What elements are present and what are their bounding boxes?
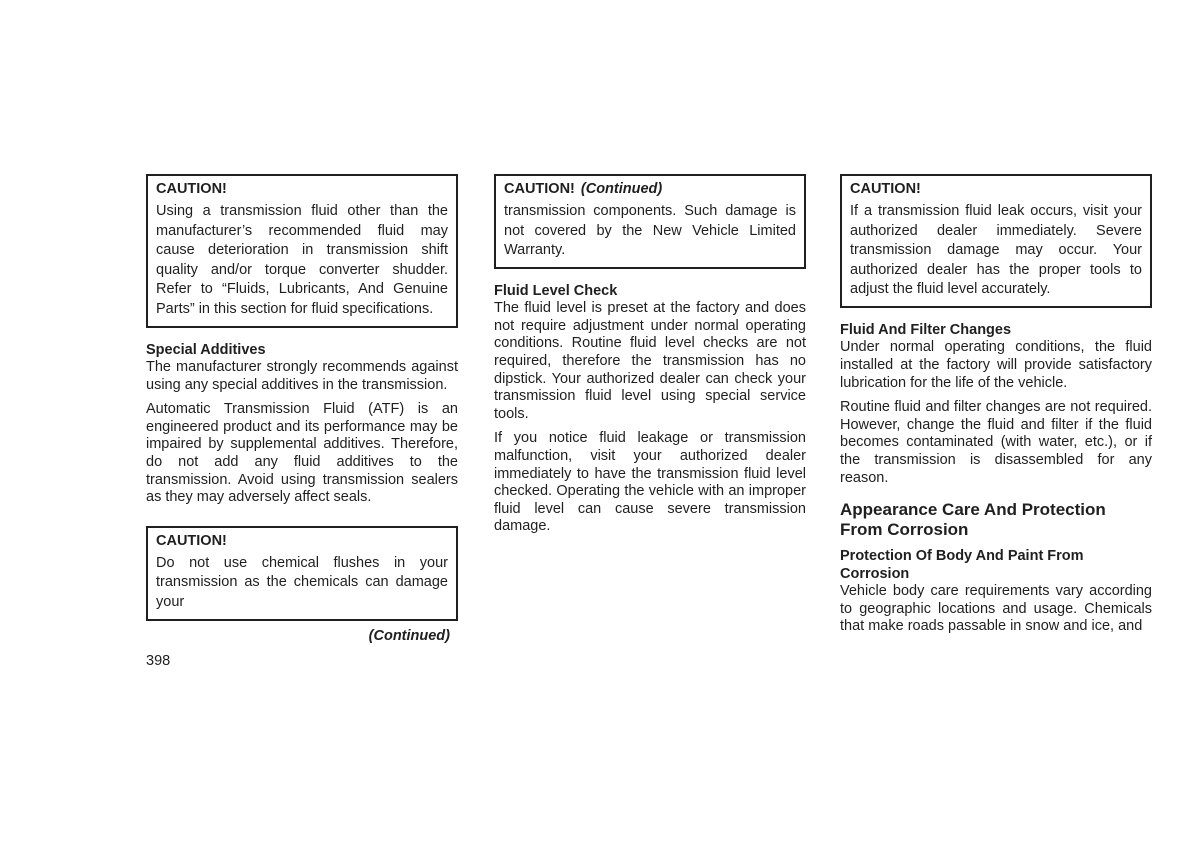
special-additives-paragraph-1: The manufacturer strongly recommends against using any special additives in the transmission. xyxy=(146,359,458,393)
continued-label: (Continued) xyxy=(368,627,450,644)
page-number: 398 xyxy=(146,653,171,669)
caution-box-flushes xyxy=(146,526,458,621)
column-middle xyxy=(494,174,806,543)
caution-body: If a transmission fluid leak occurs, visit your authorized dealer immediately. Severe transmission damage may occur. Your authorized dealer has the proper tools to adjust the fluid level accurately. xyxy=(850,203,1142,298)
caution-body: Do not use chemical flushes in your transmission as the chemicals can damage your xyxy=(156,554,448,610)
caution-box-leak xyxy=(840,174,1152,308)
caution-header xyxy=(504,180,796,199)
caution-box-fluid xyxy=(146,174,458,328)
caution-body: transmission components. Such damage is not covered by the New Vehicle Limited Warranty. xyxy=(504,203,796,259)
caution-header: CAUTION! xyxy=(156,532,227,549)
fluid-level-paragraph-1: The fluid level is preset at the factory and does not require adjustment under normal operating conditions. Routine fluid level checks are not required, therefore the transmission has no dipstick. Your authorized dealer can check your transmission fluid level using special service tools. xyxy=(494,300,806,422)
special-additives-paragraph-2: Automatic Transmission Fluid (ATF) is an engineered product and its performance may be impaired by supplemental additives. Therefore, do not add any fluid additives to the transmission. Avoid using transmission sealers as they may adversely affect seals. xyxy=(146,401,458,506)
caution-header: CAUTION! xyxy=(156,181,227,197)
caution-header-continued: (Continued) xyxy=(580,181,663,197)
special-additives-heading: Special Additives xyxy=(146,341,266,358)
fluid-level-paragraph-2: If you notice fluid leakage or transmission malfunction, visit your authorized dealer immediately to have the transmission fluid level checked. Operating the vehicle with an improper fluid level can cause severe transmission damage. xyxy=(494,430,806,535)
caution-header-label: CAUTION! xyxy=(504,181,575,197)
fluid-filter-changes-heading: Fluid And Filter Changes xyxy=(840,321,1012,338)
caution-header: CAUTION! xyxy=(850,181,921,197)
fluid-level-check-heading: Fluid Level Check xyxy=(494,282,618,299)
caution-box-continued xyxy=(494,174,806,269)
protection-paragraph-1: Vehicle body care requirements vary according to geographic locations and usage. Chemicals that make roads passable in snow and ice, and xyxy=(840,583,1152,635)
protection-body-paint-heading: Protection Of Body And Paint From Corrosion xyxy=(840,548,1084,582)
fluid-filter-paragraph-1: Under normal operating conditions, the fluid installed at the factory will provide satisfactory lubrication for the life of the vehicle. xyxy=(840,339,1152,391)
column-right xyxy=(840,174,1152,643)
column-left xyxy=(146,174,458,645)
caution-body: Using a transmission fluid other than the manufacturer’s recommended fluid may cause deterioration in transmission shift quality and/or torque converter shudder. Refer to “Fluids, Lubricants, And Genuine Parts” in this section for fluid specifications. xyxy=(156,203,448,317)
fluid-filter-paragraph-2: Routine fluid and filter changes are not required. However, change the fluid and filter if the fluid becomes contaminated (with water, etc.), or if the transmission is disassembled for any reason. xyxy=(840,399,1152,486)
appearance-care-heading: Appearance Care And Protection From Corrosion xyxy=(840,500,1106,540)
